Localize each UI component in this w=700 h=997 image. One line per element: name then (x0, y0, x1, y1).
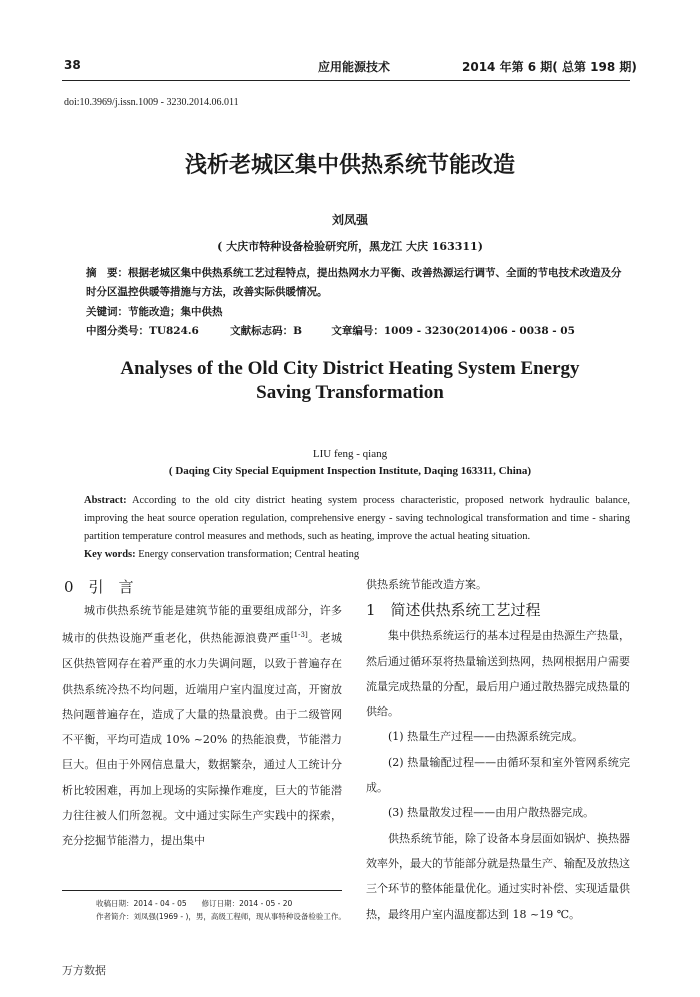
intro-paragraph-part-2: 。老城区供热管网存在着严重的水力失调问题，以致于普遍存在供热系统冷热不均问题，近端用户室内温度过高，开窗放热问题普遍存在，造成了大量的热量浪费。由于二级管网不平衡，平均可造成 10% ~20% 的热能浪费，节能潜力巨大。但由于外网信息量大，数据繁杂，通过人工统计分析比较困难，再加上现场的实际操作难度，巨大的节能潜力往往被人们所忽视。文中通过实际生产实践中的探索，充分挖掘节能潜力，提出集中 (62, 631, 343, 848)
clc-number: 中图分类号：TU824.6 (86, 325, 199, 337)
header-rule (62, 80, 630, 81)
affiliation-cn: ( 大庆市特种设备检验研究所，黑龙江 大庆 163311) (217, 240, 483, 253)
received-date: 收稿日期：2014 - 04 - 05 修订日期：2014 - 05 - 20 (96, 899, 293, 908)
keywords-en-label: Key words: (84, 549, 136, 560)
process-item-2: (2) 热量输配过程——由循环泵和室外管网系统完成。 (366, 755, 630, 795)
abstract-cn-label: 摘 要： (86, 267, 128, 279)
page-number: 38 (64, 58, 81, 72)
page-title: 浅析老城区集中供热系统节能改造 (184, 152, 515, 178)
article-number: 文章编号：1009 - 3230(2014)06 - 0038 - 05 (331, 325, 575, 337)
citation: [1-3] (290, 631, 308, 640)
doc-code: 文献标志码：B (230, 325, 303, 337)
author-bio: 作者简介：刘凤强(1969 - )，男，高级工程师，现从事特种设备检验工作。 (96, 912, 346, 921)
classification-line (86, 322, 646, 341)
affiliation-en: ( Daqing City Special Equipment Inspection Institute, Daqing 163311, China) (168, 465, 532, 477)
issue-info: 2014 年第 6 期( 总第 198 期) (462, 60, 637, 74)
abstract-en (84, 492, 630, 564)
process-item-3: (3) 热量散发过程——由用户散热器完成。 (388, 806, 595, 820)
intro-paragraph (62, 598, 342, 854)
left-column-body (62, 598, 342, 854)
doi: doi:10.3969/j.issn.1009 - 3230.2014.06.011 (64, 97, 239, 108)
abstract-cn (86, 264, 626, 302)
process-item-1: (1) 热量生产过程——由热源系统完成。 (388, 730, 584, 744)
energy-saving-paragraph: 供热系统节能，除了设备本身层面如锅炉、换热器效率外，最大的节能部分就是热量生产、输配及放热这三个环节的整体能量优化。通过实时补偿、实现适量供热，最终用户室内温度都达到 18 ~19 ℃。 (366, 831, 630, 921)
intro-paragraph-part-1: 城市供热系统节能是建筑节能的重要组成部分，许多城市的供热设施严重老化，供热能源浪费严重 (62, 604, 342, 645)
english-title-line-2: Saving Transformation (256, 382, 444, 403)
journal-name: 应用能源技术 (318, 60, 391, 74)
keywords-en-text: Energy conservation transformation; Central heating (138, 549, 360, 560)
keywords-cn (86, 303, 626, 322)
keywords-cn-text: 节能改造；集中供热 (128, 306, 223, 318)
english-title-line-1: Analyses of the Old City District Heating System Energy (120, 358, 580, 379)
right-column-body (366, 572, 630, 927)
abstract-en-text: According to the old city district heating system process characteristic, proposed network hydraulic balance, improving the heat source operation regulation, comprehensive energy - saving technological transformation and time - sharing partition temperature control measures and methods, such as heating, improve the actual heating situation. (84, 495, 631, 542)
footnote (96, 897, 346, 923)
section-0-title: 0 引 言 (64, 578, 134, 596)
keywords-cn-label: 关键词： (86, 306, 128, 318)
continuation-text: 供热系统节能改造方案。 (366, 578, 487, 591)
author-en: LIU feng - qiang (312, 448, 388, 460)
section-1-title: 1 简述供热系统工艺过程 (366, 601, 541, 620)
watermark-text: 万方数据 (62, 964, 106, 977)
author-cn: 刘凤强 (331, 213, 368, 227)
abstract-en-label: Abstract: (84, 495, 127, 506)
footnote-rule (62, 890, 342, 891)
process-paragraph: 集中供热系统运行的基本过程是由热源生产热量，然后通过循环泵将热量输送到热网，热网根据用户需要流量完成热量的分配，最后用户通过散热器完成热量的供给。 (366, 629, 630, 719)
abstract-cn-text: 根据老城区集中供热系统工艺过程特点，提出热网水力平衡、改善热源运行调节、全面的节电技术改造及分时分区温控供暖等措施与方法，改善实际供暖情况。 (86, 267, 622, 298)
